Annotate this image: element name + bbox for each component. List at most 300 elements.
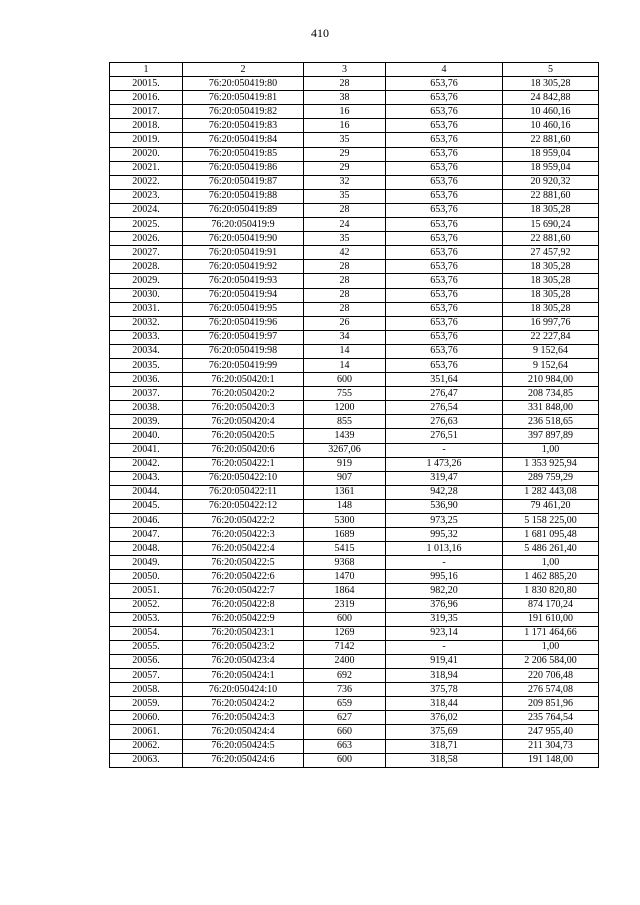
table-row [110, 302, 599, 316]
header-col-3: 3 [304, 63, 386, 77]
rate-cell: 653,76 [386, 330, 503, 344]
area-cell: 28 [304, 77, 386, 91]
cadastral-number-cell: 76:20:050419:89 [183, 203, 304, 217]
row-number-cell: 20050. [110, 570, 183, 584]
cadastral-number-cell: 76:20:050422:12 [183, 499, 304, 513]
row-number-cell: 20015. [110, 77, 183, 91]
value-cell: 191 148,00 [503, 753, 599, 767]
area-cell: 1200 [304, 401, 386, 415]
table-row [110, 457, 599, 471]
table-row [110, 739, 599, 753]
rate-cell: 653,76 [386, 133, 503, 147]
area-cell: 1361 [304, 485, 386, 499]
table-row [110, 358, 599, 372]
rate-cell: 653,76 [386, 232, 503, 246]
rate-cell: 653,76 [386, 91, 503, 105]
cadastral-number-cell: 76:20:050423:1 [183, 626, 304, 640]
row-number-cell: 20058. [110, 683, 183, 697]
value-cell: 211 304,73 [503, 739, 599, 753]
value-cell: 18 305,28 [503, 288, 599, 302]
value-cell: 18 305,28 [503, 77, 599, 91]
area-cell: 16 [304, 119, 386, 133]
area-cell: 1689 [304, 528, 386, 542]
rate-cell: 375,78 [386, 683, 503, 697]
cadastral-number-cell: 76:20:050419:84 [183, 133, 304, 147]
rate-cell: 653,76 [386, 302, 503, 316]
row-number-cell: 20028. [110, 260, 183, 274]
area-cell: 42 [304, 246, 386, 260]
table-row [110, 711, 599, 725]
row-number-cell: 20036. [110, 373, 183, 387]
area-cell: 855 [304, 415, 386, 429]
value-cell: 220 706,48 [503, 669, 599, 683]
area-cell: 1864 [304, 584, 386, 598]
row-number-cell: 20040. [110, 429, 183, 443]
row-number-cell: 20056. [110, 654, 183, 668]
value-cell: 236 518,65 [503, 415, 599, 429]
cadastral-number-cell: 76:20:050422:10 [183, 471, 304, 485]
rate-cell: 653,76 [386, 77, 503, 91]
row-number-cell: 20046. [110, 514, 183, 528]
area-cell: 28 [304, 260, 386, 274]
cadastral-number-cell: 76:20:050419:80 [183, 77, 304, 91]
table-row [110, 471, 599, 485]
table-row [110, 133, 599, 147]
rate-cell: 653,76 [386, 344, 503, 358]
area-cell: 660 [304, 725, 386, 739]
table-row [110, 147, 599, 161]
value-cell: 210 984,00 [503, 373, 599, 387]
area-cell: 32 [304, 175, 386, 189]
header-col-1: 1 [110, 63, 183, 77]
rate-cell: 995,32 [386, 528, 503, 542]
area-cell: 7142 [304, 640, 386, 654]
row-number-cell: 20041. [110, 443, 183, 457]
area-cell: 16 [304, 105, 386, 119]
rate-cell: 318,94 [386, 669, 503, 683]
rate-cell: 318,58 [386, 753, 503, 767]
rate-cell: 319,35 [386, 612, 503, 626]
area-cell: 600 [304, 373, 386, 387]
area-cell: 14 [304, 358, 386, 372]
value-cell: 79 461,20 [503, 499, 599, 513]
cadastral-number-cell: 76:20:050424:1 [183, 669, 304, 683]
cadastral-number-cell: 76:20:050419:93 [183, 274, 304, 288]
area-cell: 29 [304, 161, 386, 175]
cadastral-number-cell: 76:20:050424:2 [183, 697, 304, 711]
area-cell: 35 [304, 189, 386, 203]
row-number-cell: 20048. [110, 542, 183, 556]
value-cell: 22 881,60 [503, 232, 599, 246]
value-cell: 1,00 [503, 556, 599, 570]
area-cell: 627 [304, 711, 386, 725]
rate-cell: - [386, 640, 503, 654]
cadastral-number-cell: 76:20:050424:5 [183, 739, 304, 753]
value-cell: 18 305,28 [503, 302, 599, 316]
cadastral-number-cell: 76:20:050419:81 [183, 91, 304, 105]
value-cell: 208 734,85 [503, 387, 599, 401]
cadastral-number-cell: 76:20:050422:7 [183, 584, 304, 598]
row-number-cell: 20029. [110, 274, 183, 288]
header-col-5: 5 [503, 63, 599, 77]
table-row [110, 218, 599, 232]
area-cell: 736 [304, 683, 386, 697]
row-number-cell: 20059. [110, 697, 183, 711]
row-number-cell: 20057. [110, 669, 183, 683]
area-cell: 2400 [304, 654, 386, 668]
table-row [110, 584, 599, 598]
table-row [110, 514, 599, 528]
page-number: 410 [311, 26, 329, 40]
row-number-cell: 20062. [110, 739, 183, 753]
value-cell: 18 959,04 [503, 161, 599, 175]
rate-cell: 276,51 [386, 429, 503, 443]
rate-cell: 653,76 [386, 175, 503, 189]
rate-cell: 982,20 [386, 584, 503, 598]
area-cell: 919 [304, 457, 386, 471]
row-number-cell: 20018. [110, 119, 183, 133]
table-row [110, 683, 599, 697]
row-number-cell: 20016. [110, 91, 183, 105]
value-cell: 1 462 885,20 [503, 570, 599, 584]
rate-cell: 653,76 [386, 316, 503, 330]
area-cell: 148 [304, 499, 386, 513]
value-cell: 247 955,40 [503, 725, 599, 739]
rate-cell: 995,16 [386, 570, 503, 584]
area-cell: 692 [304, 669, 386, 683]
cadastral-number-cell: 76:20:050422:6 [183, 570, 304, 584]
rate-cell: 653,76 [386, 274, 503, 288]
value-cell: 24 842,88 [503, 91, 599, 105]
area-cell: 29 [304, 147, 386, 161]
rate-cell: 653,76 [386, 358, 503, 372]
rate-cell: 536,90 [386, 499, 503, 513]
row-number-cell: 20023. [110, 189, 183, 203]
cadastral-number-cell: 76:20:050419:90 [183, 232, 304, 246]
rate-cell: 653,76 [386, 203, 503, 217]
cadastral-number-cell: 76:20:050424:3 [183, 711, 304, 725]
row-number-cell: 20047. [110, 528, 183, 542]
row-number-cell: 20044. [110, 485, 183, 499]
rate-cell: 276,54 [386, 401, 503, 415]
area-cell: 755 [304, 387, 386, 401]
value-cell: 276 574,08 [503, 683, 599, 697]
value-cell: 22 881,60 [503, 189, 599, 203]
value-cell: 15 690,24 [503, 218, 599, 232]
cadastral-number-cell: 76:20:050419:98 [183, 344, 304, 358]
rate-cell: 653,76 [386, 147, 503, 161]
table-row [110, 443, 599, 457]
row-number-cell: 20052. [110, 598, 183, 612]
row-number-cell: 20030. [110, 288, 183, 302]
rate-cell: 653,76 [386, 161, 503, 175]
table-row [110, 260, 599, 274]
area-cell: 28 [304, 274, 386, 288]
area-cell: 34 [304, 330, 386, 344]
table-row [110, 626, 599, 640]
cadastral-number-cell: 76:20:050422:4 [183, 542, 304, 556]
area-cell: 600 [304, 612, 386, 626]
table-row [110, 556, 599, 570]
cadastral-number-cell: 76:20:050423:2 [183, 640, 304, 654]
value-cell: 10 460,16 [503, 119, 599, 133]
cadastral-number-cell: 76:20:050419:97 [183, 330, 304, 344]
table-header [110, 63, 599, 77]
cadastral-number-cell: 76:20:050422:5 [183, 556, 304, 570]
value-cell: 1 830 820,80 [503, 584, 599, 598]
table-row [110, 344, 599, 358]
header-col-4: 4 [386, 63, 503, 77]
area-cell: 1439 [304, 429, 386, 443]
row-number-cell: 20020. [110, 147, 183, 161]
row-number-cell: 20061. [110, 725, 183, 739]
cadastral-number-cell: 76:20:050419:83 [183, 119, 304, 133]
value-cell: 10 460,16 [503, 105, 599, 119]
area-cell: 907 [304, 471, 386, 485]
area-cell: 35 [304, 133, 386, 147]
rate-cell: 276,47 [386, 387, 503, 401]
row-number-cell: 20031. [110, 302, 183, 316]
row-number-cell: 20038. [110, 401, 183, 415]
value-cell: 209 851,96 [503, 697, 599, 711]
value-cell: 1 171 464,66 [503, 626, 599, 640]
value-cell: 2 206 584,00 [503, 654, 599, 668]
rate-cell: 653,76 [386, 189, 503, 203]
rate-cell: 1 013,16 [386, 542, 503, 556]
rate-cell: - [386, 556, 503, 570]
rate-cell: - [386, 443, 503, 457]
table-row [110, 175, 599, 189]
cadastral-number-cell: 76:20:050422:8 [183, 598, 304, 612]
table-row [110, 203, 599, 217]
table-row [110, 274, 599, 288]
rate-cell: 653,76 [386, 246, 503, 260]
cadastral-number-cell: 76:20:050419:87 [183, 175, 304, 189]
cadastral-number-cell: 76:20:050420:6 [183, 443, 304, 457]
table-row [110, 189, 599, 203]
value-cell: 1 353 925,94 [503, 457, 599, 471]
table-row [110, 528, 599, 542]
cadastral-number-cell: 76:20:050422:1 [183, 457, 304, 471]
row-number-cell: 20049. [110, 556, 183, 570]
table-row [110, 570, 599, 584]
rate-cell: 376,96 [386, 598, 503, 612]
area-cell: 26 [304, 316, 386, 330]
table-row [110, 401, 599, 415]
area-cell: 5415 [304, 542, 386, 556]
row-number-cell: 20017. [110, 105, 183, 119]
cadastral-number-cell: 76:20:050424:10 [183, 683, 304, 697]
row-number-cell: 20063. [110, 753, 183, 767]
cadastral-number-cell: 76:20:050422:3 [183, 528, 304, 542]
cadastral-number-cell: 76:20:050420:3 [183, 401, 304, 415]
value-cell: 22 881,60 [503, 133, 599, 147]
area-cell: 1470 [304, 570, 386, 584]
row-number-cell: 20027. [110, 246, 183, 260]
row-number-cell: 20045. [110, 499, 183, 513]
rate-cell: 653,76 [386, 288, 503, 302]
table-row [110, 316, 599, 330]
row-number-cell: 20037. [110, 387, 183, 401]
cadastral-number-cell: 76:20:050424:6 [183, 753, 304, 767]
row-number-cell: 20022. [110, 175, 183, 189]
table-row [110, 91, 599, 105]
table-row [110, 387, 599, 401]
table-row [110, 612, 599, 626]
value-cell: 191 610,00 [503, 612, 599, 626]
area-cell: 28 [304, 203, 386, 217]
cadastral-number-cell: 76:20:050419:96 [183, 316, 304, 330]
cadastral-number-cell: 76:20:050419:88 [183, 189, 304, 203]
table-row [110, 77, 599, 91]
area-cell: 2319 [304, 598, 386, 612]
rate-cell: 973,25 [386, 514, 503, 528]
area-cell: 35 [304, 232, 386, 246]
cadastral-table [109, 62, 599, 768]
value-cell: 18 305,28 [503, 203, 599, 217]
value-cell: 874 170,24 [503, 598, 599, 612]
row-number-cell: 20053. [110, 612, 183, 626]
table-row [110, 373, 599, 387]
row-number-cell: 20025. [110, 218, 183, 232]
cadastral-number-cell: 76:20:050419:94 [183, 288, 304, 302]
table-row [110, 654, 599, 668]
header-col-2: 2 [183, 63, 304, 77]
table-body [110, 77, 599, 768]
row-number-cell: 20032. [110, 316, 183, 330]
value-cell: 18 305,28 [503, 260, 599, 274]
rate-cell: 276,63 [386, 415, 503, 429]
table-row [110, 232, 599, 246]
cadastral-number-cell: 76:20:050420:5 [183, 429, 304, 443]
cadastral-number-cell: 76:20:050420:2 [183, 387, 304, 401]
table-row [110, 753, 599, 767]
row-number-cell: 20026. [110, 232, 183, 246]
cadastral-number-cell: 76:20:050419:85 [183, 147, 304, 161]
value-cell: 20 920,32 [503, 175, 599, 189]
table-row [110, 330, 599, 344]
value-cell: 1,00 [503, 640, 599, 654]
area-cell: 600 [304, 753, 386, 767]
cadastral-number-cell: 76:20:050424:4 [183, 725, 304, 739]
rate-cell: 1 473,26 [386, 457, 503, 471]
area-cell: 5300 [304, 514, 386, 528]
cadastral-number-cell: 76:20:050422:9 [183, 612, 304, 626]
table-row [110, 669, 599, 683]
value-cell: 5 158 225,00 [503, 514, 599, 528]
table-row [110, 725, 599, 739]
cadastral-number-cell: 76:20:050423:4 [183, 654, 304, 668]
rate-cell: 653,76 [386, 218, 503, 232]
rate-cell: 375,69 [386, 725, 503, 739]
table-row [110, 485, 599, 499]
table-row [110, 429, 599, 443]
cadastral-number-cell: 76:20:050419:99 [183, 358, 304, 372]
row-number-cell: 20033. [110, 330, 183, 344]
area-cell: 3267,06 [304, 443, 386, 457]
rate-cell: 319,47 [386, 471, 503, 485]
table-row [110, 105, 599, 119]
table-row [110, 415, 599, 429]
table-row [110, 499, 599, 513]
cadastral-number-cell: 76:20:050422:11 [183, 485, 304, 499]
row-number-cell: 20035. [110, 358, 183, 372]
value-cell: 18 305,28 [503, 274, 599, 288]
area-cell: 1269 [304, 626, 386, 640]
row-number-cell: 20034. [110, 344, 183, 358]
cadastral-number-cell: 76:20:050419:91 [183, 246, 304, 260]
area-cell: 9368 [304, 556, 386, 570]
header-row [110, 63, 599, 77]
area-cell: 38 [304, 91, 386, 105]
rate-cell: 653,76 [386, 119, 503, 133]
row-number-cell: 20051. [110, 584, 183, 598]
table-row [110, 542, 599, 556]
rate-cell: 653,76 [386, 105, 503, 119]
value-cell: 18 959,04 [503, 147, 599, 161]
area-cell: 14 [304, 344, 386, 358]
rate-cell: 653,76 [386, 260, 503, 274]
cadastral-number-cell: 76:20:050422:2 [183, 514, 304, 528]
value-cell: 1 282 443,08 [503, 485, 599, 499]
row-number-cell: 20055. [110, 640, 183, 654]
value-cell: 289 759,29 [503, 471, 599, 485]
row-number-cell: 20042. [110, 457, 183, 471]
value-cell: 397 897,89 [503, 429, 599, 443]
table-row [110, 598, 599, 612]
rate-cell: 923,14 [386, 626, 503, 640]
cadastral-number-cell: 76:20:050420:1 [183, 373, 304, 387]
row-number-cell: 20024. [110, 203, 183, 217]
cadastral-number-cell: 76:20:050419:86 [183, 161, 304, 175]
value-cell: 331 848,00 [503, 401, 599, 415]
table-row [110, 119, 599, 133]
row-number-cell: 20039. [110, 415, 183, 429]
value-cell: 9 152,64 [503, 344, 599, 358]
table-row [110, 288, 599, 302]
table-row [110, 246, 599, 260]
rate-cell: 376,02 [386, 711, 503, 725]
value-cell: 1,00 [503, 443, 599, 457]
value-cell: 235 764,54 [503, 711, 599, 725]
row-number-cell: 20060. [110, 711, 183, 725]
cadastral-number-cell: 76:20:050419:9 [183, 218, 304, 232]
value-cell: 16 997,76 [503, 316, 599, 330]
cadastral-number-cell: 76:20:050419:82 [183, 105, 304, 119]
row-number-cell: 20021. [110, 161, 183, 175]
row-number-cell: 20054. [110, 626, 183, 640]
area-cell: 663 [304, 739, 386, 753]
cadastral-number-cell: 76:20:050420:4 [183, 415, 304, 429]
rate-cell: 318,71 [386, 739, 503, 753]
row-number-cell: 20019. [110, 133, 183, 147]
value-cell: 27 457,92 [503, 246, 599, 260]
rate-cell: 318,44 [386, 697, 503, 711]
rate-cell: 919,41 [386, 654, 503, 668]
table-row [110, 640, 599, 654]
row-number-cell: 20043. [110, 471, 183, 485]
value-cell: 9 152,64 [503, 358, 599, 372]
area-cell: 24 [304, 218, 386, 232]
table-row [110, 161, 599, 175]
cadastral-number-cell: 76:20:050419:92 [183, 260, 304, 274]
cadastral-number-cell: 76:20:050419:95 [183, 302, 304, 316]
value-cell: 22 227,84 [503, 330, 599, 344]
value-cell: 5 486 261,40 [503, 542, 599, 556]
area-cell: 28 [304, 302, 386, 316]
rate-cell: 942,28 [386, 485, 503, 499]
rate-cell: 351,64 [386, 373, 503, 387]
